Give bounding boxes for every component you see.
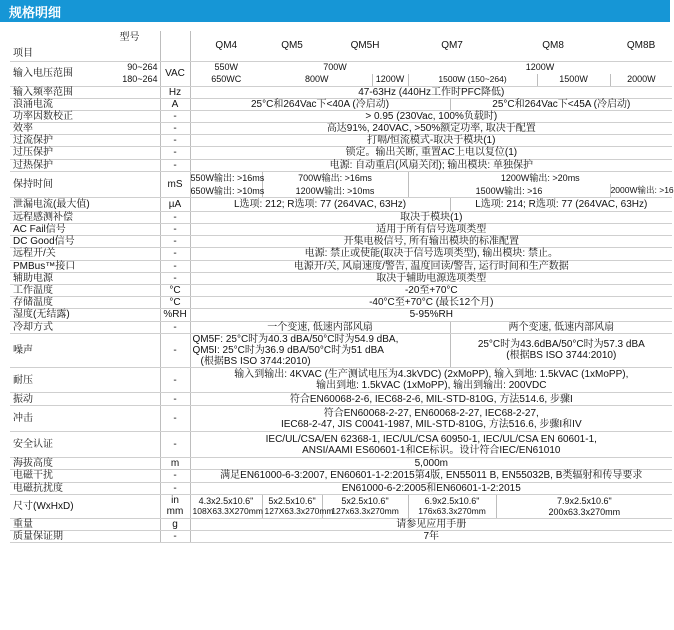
row-ac-fail: AC Fail信号 - 适用于所有信号选项类型 bbox=[10, 224, 672, 236]
row-aux: 辅助电源 - 取决于辅助电源选项类型 bbox=[10, 272, 672, 284]
row-emi: 电磁干扰 - 满足EN61000-6-3:2007, EN60601-1-2:2015第4版, EN55011 B, EN55032B, B类辐射和传导要求 bbox=[10, 470, 672, 482]
row-storage-temp: 存储温度 °C -40°C至+70°C (最长12个月) bbox=[10, 297, 672, 309]
section-header bbox=[0, 0, 670, 22]
row-otp: 过热保护 - 电源: 自动重启(风扇关闭); 输出模块: 单独保护 bbox=[10, 159, 672, 171]
input-voltage-label: 输入电压范围 bbox=[13, 67, 73, 79]
header-row bbox=[10, 31, 672, 61]
row-ocp: 过流保护 - 打嗝/恒流模式-取决于模块(1) bbox=[10, 135, 672, 147]
row-size: 尺寸(WxHxD) in 4.3x2.5x10.6" 5x2.5x10.6" 5x2.5x10.6" 6.9x2.5x10.6" 7.9x2.5x10.6" bbox=[10, 494, 672, 506]
model-qm8b: QM8B bbox=[610, 31, 672, 61]
row-warranty: 质量保证期 - 7年 bbox=[10, 531, 672, 543]
model-qm7: QM7 bbox=[408, 31, 496, 61]
row-leakage: 泄漏电流(最大值) µA L选项: 212; R选项: 77 (264VAC, 63Hz) L选项: 214; R选项: 77 (264VAC, 63Hz) bbox=[10, 197, 672, 211]
spec-table: 型号 项目 QM4 QM5 QM5H QM7 QM8 QM8B 输入电压范围 90~264 180~264 VAC 550W 700W 1200W 650WC 800W 1200W 1500W (150~264) 1500W 2000W 输入频率范围 Hz 47-63Hz (440Hz工作时PFC降低) 浪涌电流 A 25°C和264Vac下<40A (冷启动) 25°C和264Vac下<45A (冷启动) 功率因数校正 - > 0.95 (230Vac, 100%负载时) 效率 - 高达91%, 240VAC, >50%额定功率, 取决于配置 过流保护 - 打嗝/恒流模式-取决于模块(1) 过压保护 - 锁定。输出关断, 重置AC上电以复位(1) 过热保护 - 电源: 自动重启(风扇关闭); 输出模块: 单独保护 保持时间 mS 550W输出: >16ms 700W输出: >16ms 1200W输出: >20ms 650W输出: >10ms 1200W输出: >10ms 1500W输出: >16 2000W输出: >16 泄漏电流(最大值) µA L选项: 212; R选项: 77 (264VAC, 63Hz) L选项: 214; R选项: 77 (264VAC, 63Hz) 远程感测补偿 - 取决于模块(1) AC Fail信号 - 适用于所有信号选项类型 DC Good信号 - 开集电极信号, 所有输出模块的标准配置 远程开/关 - 电源: 禁止或使能(取决于信号选项类型), 输出模块: 禁止。 PMBus™接口 - 电源开/关, 风扇速度/警告, 温度回读/警告, 运行时间和生产数据 辅助电源 - 取决于辅助电源选项类型 工作温度 °C -20至+70°C 存储温度 °C -40°C至+70°C (最长12个月) 湿度(无结露) %RH 5-95%RH 冷却方式 - 一个变速, 低速内部风扇 两个变速, 低速内部风扇 噪声 - QM5F: 25°C时为40.3 dBA/50°C时为54.9 dBA, QM5I: 25°C时为36.9 dBA/50°C时为51 dBA (根据BS ISO 3744:2010) 25°C时为43.6dBA/50°C时为57.3 dBA (根据BS ISO 3744:2010) 耐压 - 输入到输出: 4KVAC (生产测试电压为4.3kVDC) (2xMoPP), 输入到地: 1.5kVAC (1xMoPP), 输出到地: 1.5kVAC (1xMoPP), 输出到输出: 200VDC 振动 - 符合EN60068-2-6, IEC68-2-6, MIL-STD-810G, 方法514.6, 步骤I 冲击 - 符合EN60068-2-27, EN60068-2-27, IEC68-2-27, IEC68-2-47, JIS C0041-1987, MIL-STD-810G, 方法516.6, 步骤I和IV 安全认证 - IEC/UL/CSA/EN 62368-1, IEC/UL/CSA 60950-1, IEC/UL/CSA EN 60601-1, ANSI/AAMI ES60601-1和CE标识。设计符合IEC/EN61010 海拔高度 m 5,000m 电磁干扰 - 满足EN61000-6-3:2007, EN60601-1-2:2015第4版, EN55011 B, EN55032B, B类辐射和传导要求 电磁抗扰度 - EN61000-6-2:2005和EN60601-1-2:2015 尺寸(WxHxD) in 4.3x2.5x10.6" 5x2.5x10.6" 5x2.5x10.6" 6.9x2.5x10.6" 7.9x2.5x10.6" mm 108X63.3X270mm 127X63.3x270mm 127x63.3x270mm 176x63.3x270mm 200x63.3x270mm 重量 g 请参见应用手册 质量保证期 - 7年 bbox=[10, 31, 672, 543]
row-cooling: 冷却方式 - 一个变速, 低速内部风扇 两个变速, 低速内部风扇 bbox=[10, 321, 672, 333]
row-ovp: 过压保护 - 锁定。输出关断, 重置AC上电以复位(1) bbox=[10, 147, 672, 159]
row-holdup: 保持时间 mS 550W输出: >16ms 700W输出: >16ms 1200W输出: >20ms bbox=[10, 171, 672, 184]
item-label: 项目 bbox=[13, 48, 33, 60]
row-safety: 安全认证 - IEC/UL/CSA/EN 62368-1, IEC/UL/CSA 60950-1, IEC/UL/CSA EN 60601-1, ANSI/AAMI ES60601-1和CE标识。设计符合IEC/EN61010 bbox=[10, 432, 672, 458]
row-vibration: 振动 - 符合EN60068-2-6, IEC68-2-6, MIL-STD-810G, 方法514.6, 步骤I bbox=[10, 393, 672, 406]
row-input-voltage: 输入电压范围 90~264 180~264 VAC 550W 700W 1200W bbox=[10, 61, 672, 74]
row-efficiency: 效率 - 高达91%, 240VAC, >50%额定功率, 取决于配置 bbox=[10, 123, 672, 135]
row-noise: 噪声 - QM5F: 25°C时为40.3 dBA/50°C时为54.9 dBA, QM5I: 25°C时为36.9 dBA/50°C时为51 dBA (根据BS ISO 3744:2010) 25°C时为43.6dBA/50°C时为57.3 dBA (根据BS ISO 3744:2010) bbox=[10, 333, 672, 368]
model-qm5h: QM5H bbox=[322, 31, 408, 61]
row-weight: 重量 g 请参见应用手册 bbox=[10, 518, 672, 530]
row-pfc: 功率因数校正 - > 0.95 (230Vac, 100%负载时) bbox=[10, 110, 672, 122]
model-qm4: QM4 bbox=[190, 31, 262, 61]
row-altitude: 海拔高度 m 5,000m bbox=[10, 458, 672, 470]
input-range-a: 90~264 bbox=[127, 61, 158, 72]
section-title: 规格明细 bbox=[9, 6, 62, 21]
row-dc-good: DC Good信号 - 开集电极信号, 所有输出模块的标准配置 bbox=[10, 236, 672, 248]
row-inrush: 浪涌电流 A 25°C和264Vac下<40A (冷启动) 25°C和264Vac下<45A (冷启动) bbox=[10, 98, 672, 110]
row-frequency: 输入频率范围 Hz 47-63Hz (440Hz工作时PFC降低) bbox=[10, 86, 672, 98]
row-shock: 冲击 - 符合EN60068-2-27, EN60068-2-27, IEC68-2-27, IEC68-2-47, JIS C0041-1987, MIL-STD-810G, 方法516.6, 步骤I和IV bbox=[10, 406, 672, 432]
row-pmbus: PMBus™接口 - 电源开/关, 风扇速度/警告, 温度回读/警告, 运行时间和生产数据 bbox=[10, 260, 672, 272]
row-ems: 电磁抗扰度 - EN61000-6-2:2005和EN60601-1-2:2015 bbox=[10, 482, 672, 494]
model-qm5: QM5 bbox=[262, 31, 322, 61]
row-withstand: 耐压 - 输入到输出: 4KVAC (生产测试电压为4.3kVDC) (2xMoPP), 输入到地: 1.5kVAC (1xMoPP), 输出到地: 1.5kVAC (1xMoPP), 输出到输出: 200VDC bbox=[10, 368, 672, 393]
row-remote-onoff: 远程开/关 - 电源: 禁止或使能(取决于信号选项类型), 输出模块: 禁止。 bbox=[10, 248, 672, 260]
row-humidity: 湿度(无结露) %RH 5-95%RH bbox=[10, 309, 672, 321]
input-range-b: 180~264 bbox=[122, 73, 158, 84]
model-qm8: QM8 bbox=[496, 31, 610, 61]
row-remote-sense: 远程感测补偿 - 取决于模块(1) bbox=[10, 211, 672, 223]
model-label: 型号 bbox=[119, 32, 140, 43]
row-op-temp: 工作温度 °C -20至+70°C bbox=[10, 284, 672, 296]
